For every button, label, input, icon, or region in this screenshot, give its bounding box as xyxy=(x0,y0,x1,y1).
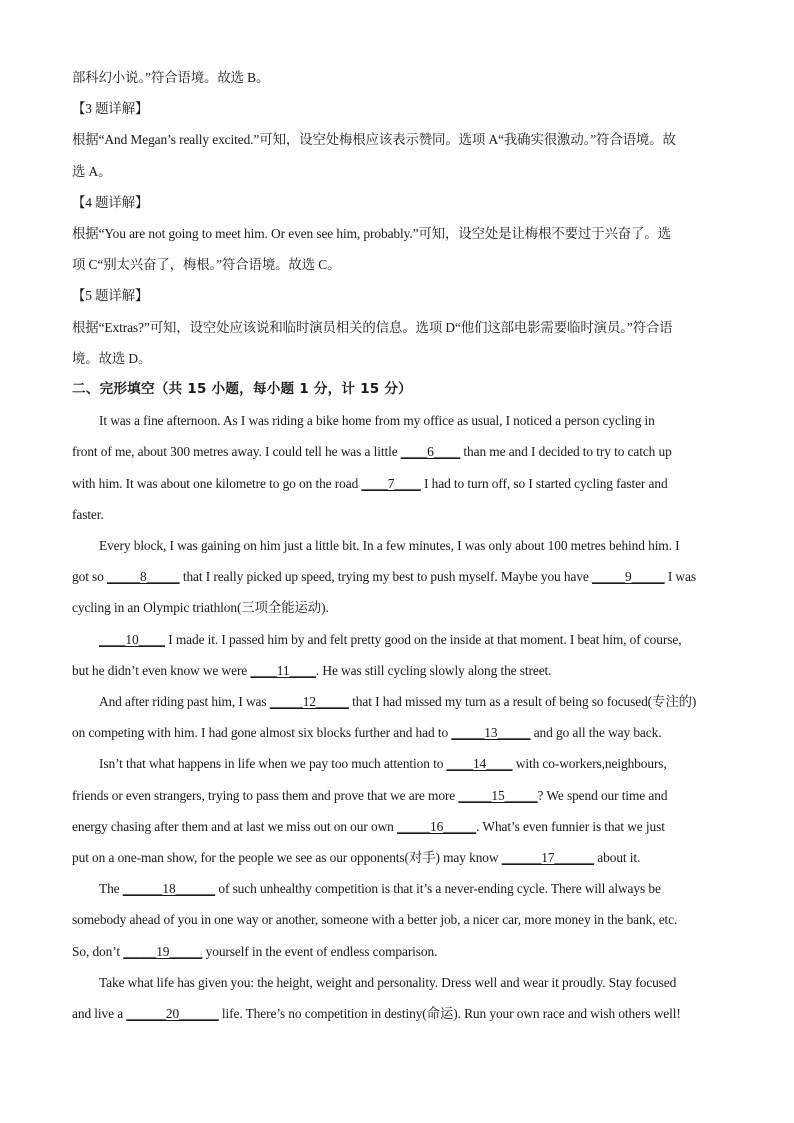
answer-blank: _____16_____ xyxy=(397,818,477,834)
line-text: that I had missed my turn as a result of being so focused(专注的) xyxy=(348,694,697,710)
passage-line xyxy=(72,998,722,1029)
passage-line xyxy=(72,499,722,530)
explanation-line: 根据“And Megan’s really excited.”可知，设空处梅根应该表示赞同。选项 A“我确实很激动。”符合语境。故 xyxy=(72,132,676,148)
explanation-line: 【3 题详解】 xyxy=(72,101,149,117)
explanation-line: 选 A。 xyxy=(72,163,112,179)
passage-line xyxy=(72,655,722,686)
document-page xyxy=(72,62,722,1029)
passage-line xyxy=(72,873,722,904)
line-text: energy chasing after them and at last we miss out on our own xyxy=(72,818,397,834)
section-heading: 二、完形填空（共 15 小题，每小题 1 分，计 15 分） xyxy=(72,381,412,398)
passage-line xyxy=(72,592,722,623)
passage-line xyxy=(72,780,722,811)
line-text: of such unhealthy competition is that it’s a never-ending cycle. There will always be xyxy=(215,881,661,897)
passage-line xyxy=(72,717,722,748)
passage-line xyxy=(72,936,722,967)
answer-blank: _____8_____ xyxy=(107,569,180,585)
passage-line xyxy=(72,468,722,499)
answer-blank: _____12_____ xyxy=(269,694,349,710)
explanation-line: 境。故选 D。 xyxy=(72,350,152,366)
answer-blank: _____19_____ xyxy=(123,943,203,959)
passage-line xyxy=(72,904,722,935)
answer-blank: ______20______ xyxy=(126,1006,219,1022)
answer-blank: _____15_____ xyxy=(458,787,538,803)
line-text: yourself in the event of endless comparison. xyxy=(202,943,438,959)
line-text: that I really picked up speed, trying my best to push myself. Maybe you have xyxy=(179,569,593,585)
line-text: life. There’s no competition in destiny(命运). Run your own race and wish others well! xyxy=(218,1006,681,1022)
answer-blank: ____11____ xyxy=(250,662,316,678)
line-text: about it. xyxy=(594,850,641,866)
explanation-line: 项 C“别太兴奋了，梅根。”符合语境。故选 C。 xyxy=(72,257,341,273)
explanation-line: 【5 题详解】 xyxy=(72,288,149,304)
line-text: put on a one-man show, for the people we see as our opponents(对手) may know xyxy=(72,850,502,866)
line-text: and live a xyxy=(72,1006,127,1022)
answer-blank: ____14____ xyxy=(446,756,513,772)
passage-line xyxy=(72,561,722,592)
answer-blank: ____7____ xyxy=(361,475,421,491)
passage-line xyxy=(72,530,722,561)
line-text: and go all the way back. xyxy=(530,725,662,741)
line-text: I made it. I passed him by and felt pretty good on the inside at that moment. I beat him, of course, xyxy=(164,631,682,647)
passage-line xyxy=(72,967,722,998)
line-text: friends or even strangers, trying to pass them and prove that we are more xyxy=(72,787,459,803)
answer-blank: _____9_____ xyxy=(592,569,665,585)
line-text: So, don’t xyxy=(72,943,124,959)
passage-line xyxy=(72,624,722,655)
line-text: with him. It was about one kilometre to go on the road xyxy=(72,475,362,491)
answer-blank: ____10____ xyxy=(99,631,165,647)
line-text: faster. xyxy=(72,506,104,522)
passage-line xyxy=(72,686,722,717)
explanation-line: 【4 题详解】 xyxy=(72,194,149,210)
passage-line xyxy=(72,436,722,467)
line-text: I had to turn off, so I started cycling faster and xyxy=(420,475,668,491)
line-text: front of me, about 300 metres away. I could tell he was a little xyxy=(72,444,401,460)
passage-line xyxy=(72,811,722,842)
line-text: . What’s even funnier is that we just xyxy=(476,818,665,834)
line-text: somebody ahead of you in one way or another, someone with a better job, a nicer car, more money in the bank, etc. xyxy=(72,912,678,928)
passage-line xyxy=(72,842,722,873)
explanation-line: 根据“You are not going to meet him. Or even see him, probably.”可知，设空处是让梅根不要过于兴奋了。选 xyxy=(72,226,671,242)
line-text: but he didn’t even know we were xyxy=(72,662,251,678)
answer-blank: _____13_____ xyxy=(451,725,531,741)
line-text: Take what life has given you: the height, weight and personality. Dress well and wear it proudly. Stay focused xyxy=(99,974,677,990)
line-text: It was a fine afternoon. As I was riding a bike home from my office as usual, I noticed a person cycling in xyxy=(99,413,655,429)
line-text: with co-workers,neighbours, xyxy=(512,756,667,772)
explanation-line: 根据“Extras?”可知，设空处应该说和临时演员相关的信息。选项 D“他们这部电影需要临时演员。”符合语 xyxy=(72,319,673,335)
line-text: than me and I decided to try to catch up xyxy=(460,444,672,460)
passage-line xyxy=(72,748,722,779)
answer-blank: ____6____ xyxy=(400,444,461,460)
line-text: ? We spend our time and xyxy=(537,787,668,803)
line-text: cycling in an Olympic triathlon(三项全能运动). xyxy=(72,600,329,616)
answer-blank: ______18______ xyxy=(122,881,216,897)
passage-line xyxy=(72,405,722,436)
line-text: Isn’t that what happens in life when we pay too much attention to xyxy=(99,756,447,772)
line-text: on competing with him. I had gone almost six blocks further and had to xyxy=(72,725,452,741)
line-text: . He was still cycling slowly along the street. xyxy=(315,662,552,678)
line-text: The xyxy=(99,881,123,897)
answer-blank: ______17______ xyxy=(501,850,595,866)
line-text: I was xyxy=(664,569,696,585)
line-text: And after riding past him, I was xyxy=(99,694,270,710)
line-text: got so xyxy=(72,569,108,585)
explanation-line: 部科幻小说。”符合语境。故选 B。 xyxy=(72,70,270,85)
line-text: Every block, I was gaining on him just a little bit. In a few minutes, I was only about 100 metres behind him. I xyxy=(99,538,680,554)
